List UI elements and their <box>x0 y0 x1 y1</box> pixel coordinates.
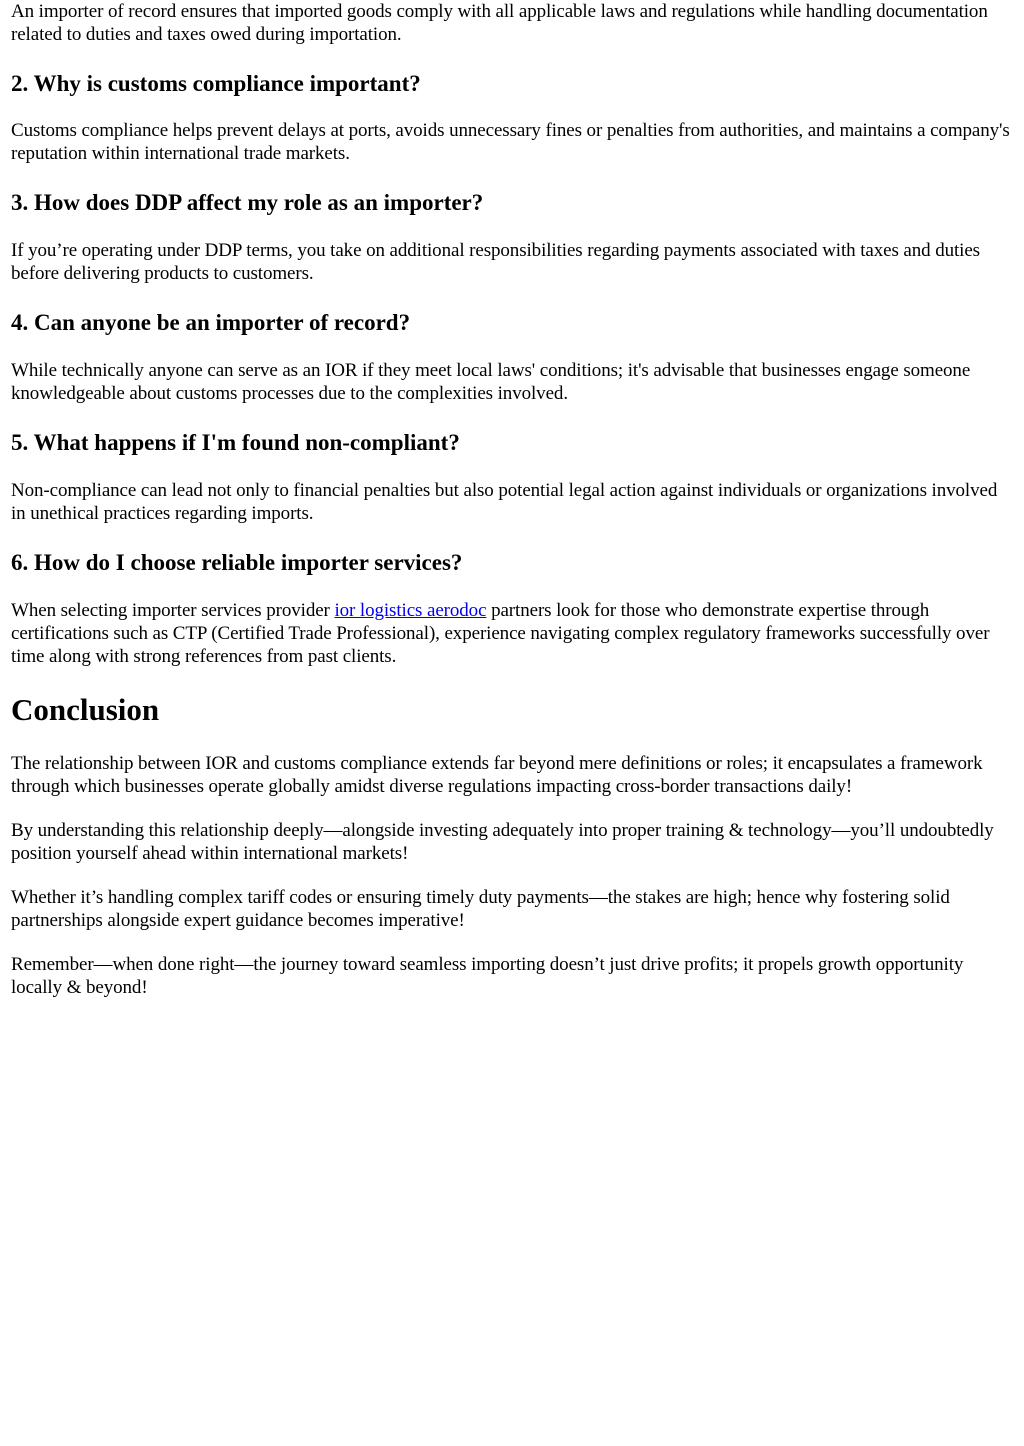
faq-answer-4: While technically anyone can serve as an IOR if they meet local laws' conditions; it's advisable that businesses engage someone knowledgeable about customs processes due to the complexities involved. <box>11 360 971 404</box>
ior-logistics-aerodoc-link[interactable]: ior logistics aerodoc <box>334 600 487 621</box>
faq-answer-2: Customs compliance helps prevent delays at ports, avoids unnecessary fines or penalties from authorities, and maintains a company's reputation within international trade markets. <box>11 120 1010 164</box>
faq-question-6: 6. How do I choose reliable importer services? <box>11 550 463 575</box>
faq-answer-5: Non-compliance can lead not only to financial penalties but also potential legal action against individuals or organizations involved in unethical practices regarding imports. <box>11 480 998 524</box>
faq-answer-6-lead: When selecting importer services provider <box>11 600 335 621</box>
conclusion-heading: Conclusion <box>11 692 160 727</box>
faq-answer-6 <box>11 599 1016 668</box>
intro-paragraph: An importer of record ensures that imported goods comply with all applicable laws and regulations while handling documentation related to duties and taxes owed during importation. <box>11 1 988 45</box>
conclusion-paragraph-1: The relationship between IOR and customs compliance extends far beyond mere definitions or roles; it encapsulates a framework through which businesses operate globally amidst diverse regulations impacting cross-border transactions daily! <box>11 753 983 797</box>
conclusion-paragraph-4: Remember—when done right—the journey toward seamless importing doesn’t just drive profits; it propels growth opportunity locally & beyond! <box>11 954 964 998</box>
faq-question-3: 3. How does DDP affect my role as an importer? <box>11 190 484 215</box>
faq-answer-3: If you’re operating under DDP terms, you take on additional responsibilities regarding payments associated with taxes and duties before delivering products to customers. <box>11 240 980 284</box>
faq-question-5: 5. What happens if I'm found non-compliant? <box>11 430 460 455</box>
faq-question-4: 4. Can anyone be an importer of record? <box>11 310 411 335</box>
faq-answer-6-rest: partners look for those who demonstrate expertise through certifications such as CTP (Certified Trade Professional), experience navigating complex regulatory frameworks successfully over time along with strong references from past clients. <box>11 600 990 667</box>
conclusion-paragraph-2: By understanding this relationship deeply—alongside investing adequately into proper training & technology—you’ll undoubtedly position yourself ahead within international markets! <box>11 820 994 864</box>
conclusion-paragraph-3: Whether it’s handling complex tariff codes or ensuring timely duty payments—the stakes are high; hence why fostering solid partnerships alongside expert guidance becomes imperative! <box>11 887 950 931</box>
faq-question-2: 2. Why is customs compliance important? <box>11 71 421 96</box>
